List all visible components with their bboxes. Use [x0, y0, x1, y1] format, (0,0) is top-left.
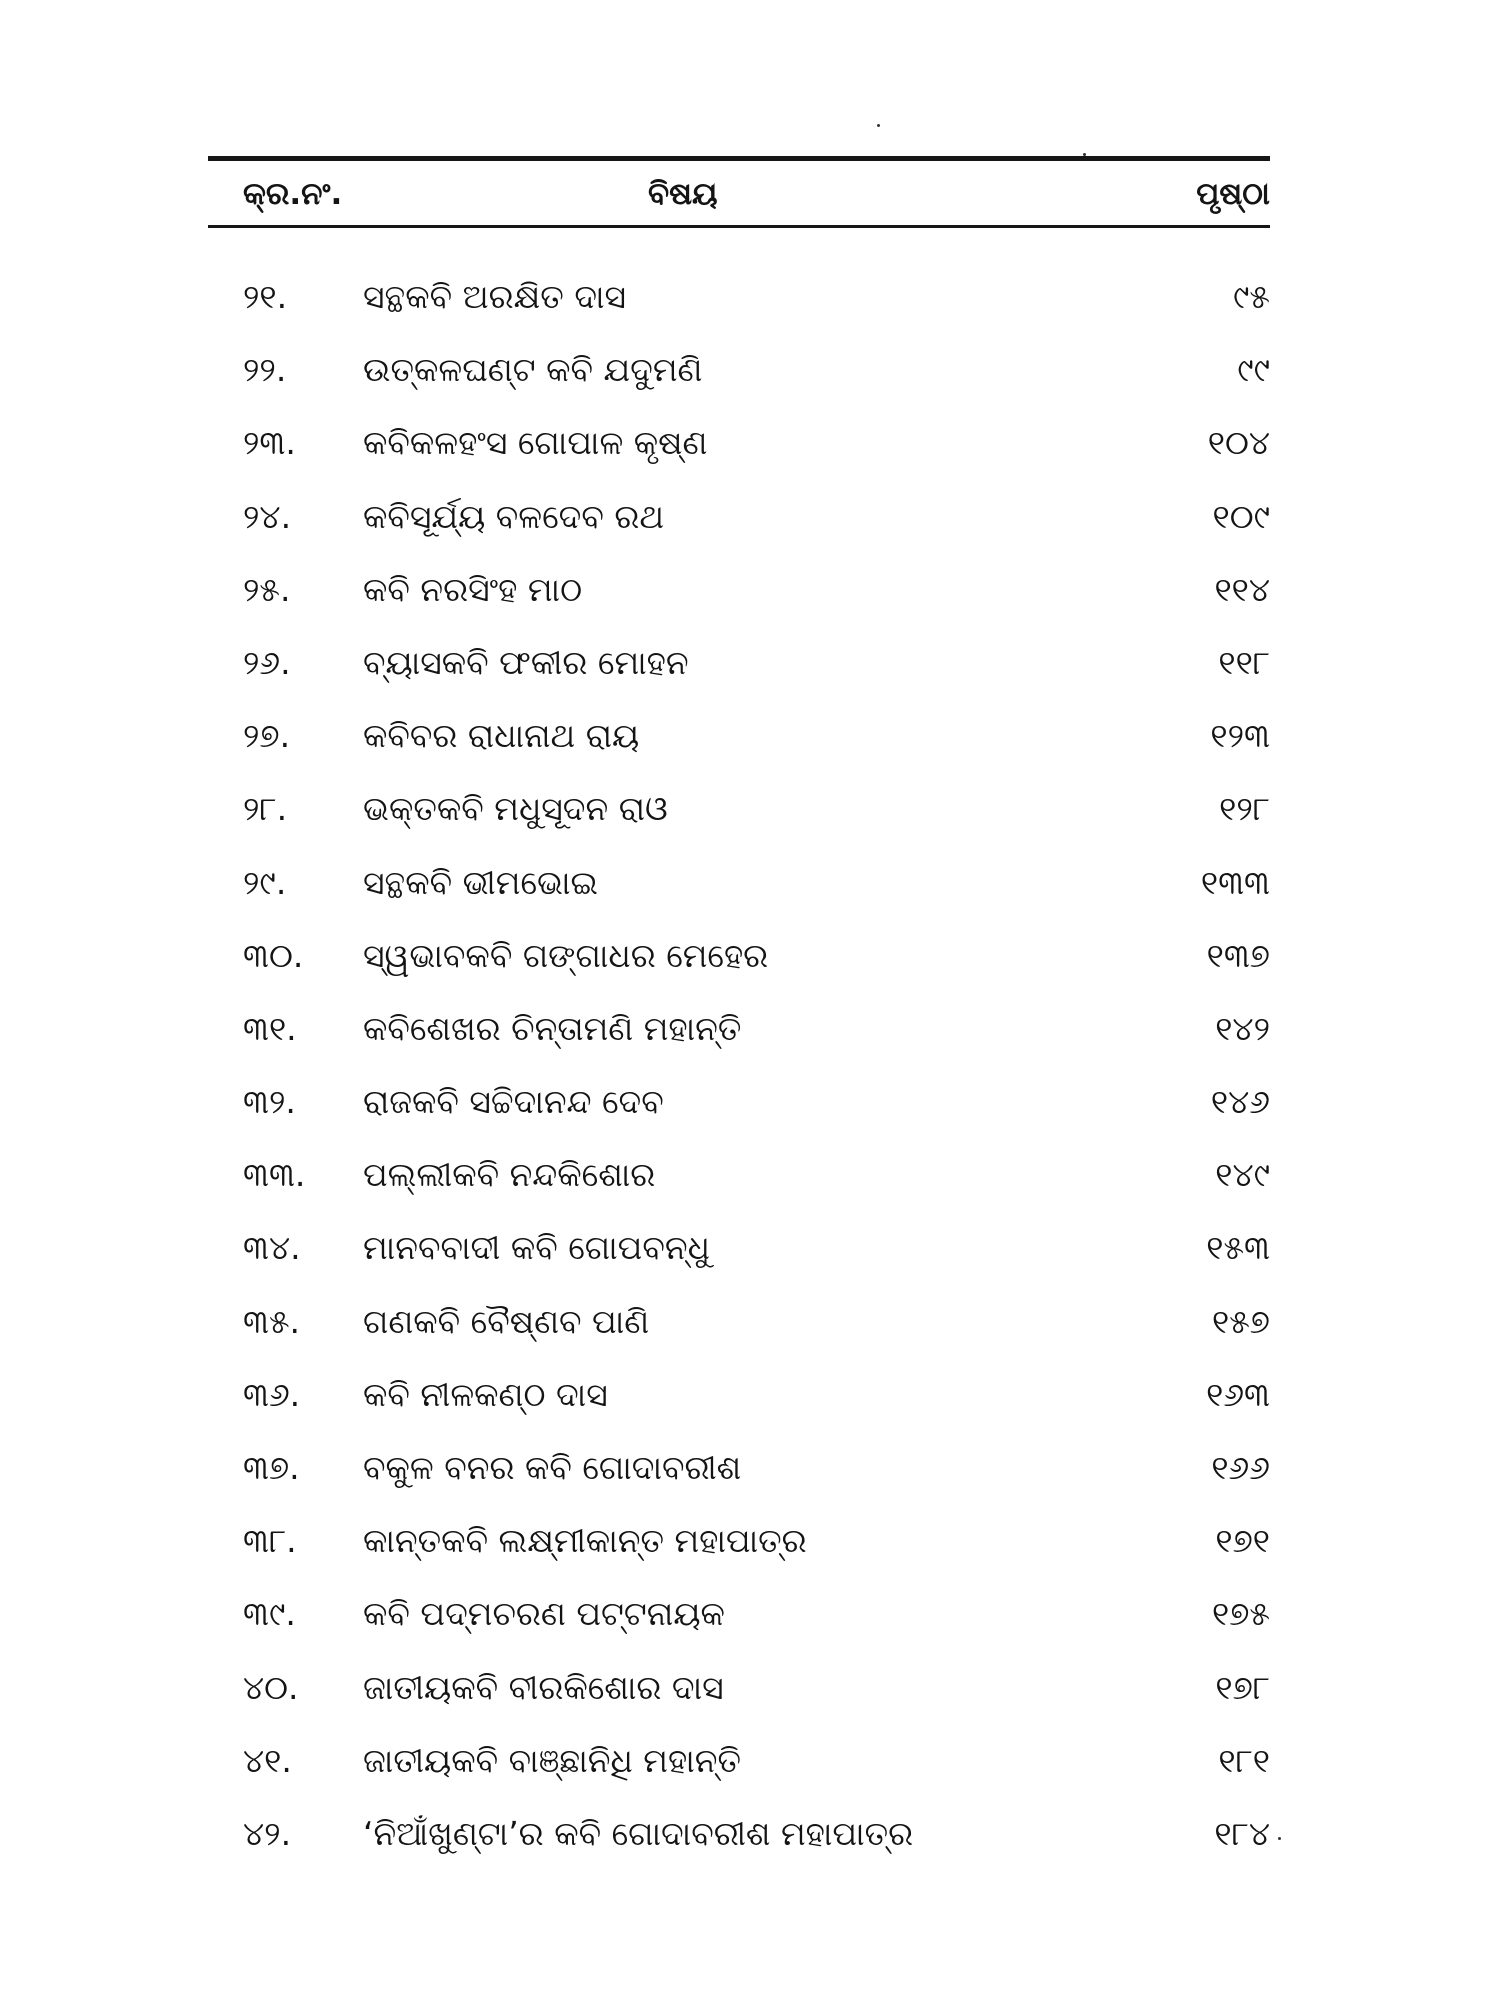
page-number: ୧୦୪ — [1207, 423, 1270, 463]
list-item — [208, 861, 1270, 934]
list-item — [208, 1592, 1270, 1665]
page-number-header: ପୃଷ୍ଠା — [1196, 176, 1270, 212]
entry-title: ଉତ୍କଳଘଣ୍ଟ କବି ଯଦୁମଣି — [363, 350, 703, 390]
page-number: ୧୬୩ — [1206, 1374, 1270, 1414]
page-number: ୧୪୬ — [1210, 1082, 1270, 1122]
serial-number: ୪୧. — [243, 1740, 292, 1780]
list-item — [208, 1446, 1270, 1519]
list-item — [208, 1226, 1270, 1299]
list-item — [208, 641, 1270, 714]
page-number: ୧୩୩ — [1200, 862, 1270, 902]
entry-title: ମାନବବାଦୀ କବି ଗୋପବନ୍ଧୁ — [363, 1228, 710, 1268]
serial-number: ୨୬. — [243, 642, 291, 682]
serial-number: ୪୨. — [243, 1813, 292, 1853]
serial-number: ୪୦. — [243, 1667, 299, 1707]
entry-title: କବିକଳହଂସ ଗୋପାଳ କୃଷ୍ଣ — [363, 423, 708, 463]
entry-title: କବିବର ରାଧାନାଥ ରାୟ — [363, 716, 640, 756]
list-item — [208, 714, 1270, 787]
serial-number: ୨୭. — [243, 716, 291, 756]
list-item — [208, 1812, 1270, 1885]
page-number: ୯୯ — [1237, 350, 1270, 390]
serial-number: ୩୧. — [243, 1008, 297, 1048]
list-item — [208, 1300, 1270, 1373]
list-item — [208, 1007, 1270, 1080]
serial-number: ୩୩. — [243, 1155, 306, 1195]
serial-number: ୨୨. — [243, 350, 287, 390]
serial-number: ୨୯. — [243, 862, 287, 902]
page-number: ୧୧୪ — [1214, 569, 1270, 609]
serial-number: ୨୩. — [243, 423, 296, 463]
serial-number: ୩୮. — [243, 1521, 297, 1561]
entry-title: କବିଶେଖର ଚିନ୍ତାମଣି ମହାନ୍ତି — [363, 1008, 742, 1048]
scan-speck — [877, 124, 880, 127]
list-item — [208, 348, 1270, 421]
serial-number: ୨୫. — [243, 569, 291, 609]
contents-list — [208, 275, 1270, 1885]
serial-number: ୩୯. — [243, 1594, 296, 1634]
entry-title: ସନ୍ଥକବି ଭୀମଭୋଇ — [363, 862, 598, 902]
entry-title: କାନ୍ତକବି ଲକ୍ଷ୍ମୀକାନ୍ତ ମହାପାତ୍ର — [363, 1521, 807, 1561]
page-number: ୧୪୯ — [1215, 1155, 1270, 1195]
page-number: ୧୩୭ — [1206, 935, 1270, 975]
list-item — [208, 1153, 1270, 1226]
subject-header: ବିଷୟ — [648, 176, 718, 212]
page-number: ୧୮୪ — [1214, 1813, 1270, 1853]
header-top-rule — [208, 156, 1270, 161]
list-item — [208, 275, 1270, 348]
scan-speck — [1083, 153, 1086, 156]
page-number: ୧୮୧ — [1218, 1740, 1270, 1780]
serial-number: ୩୬. — [243, 1374, 301, 1414]
serial-number: ୨୮. — [243, 789, 288, 829]
entry-title: କବି ପଦ୍ମଚରଣ ପଟ୍ଟନାୟକ — [363, 1594, 725, 1634]
entry-title: ଗଣକବି ବୈଷ୍ଣବ ପାଣି — [363, 1301, 650, 1341]
list-item — [208, 1739, 1270, 1812]
list-item — [208, 1519, 1270, 1592]
list-item — [208, 1373, 1270, 1446]
page-number: ୧୪୨ — [1215, 1008, 1270, 1048]
page-number: ୧୫୩ — [1206, 1228, 1270, 1268]
header-bottom-rule — [208, 225, 1270, 228]
entry-title: କବିସୂର୍ଯ୍ୟ ବଳଦେବ ରଥ — [363, 496, 665, 536]
list-item — [208, 421, 1270, 494]
table-header — [208, 170, 1270, 218]
entry-title: କବି ନରସିଂହ ମାଠ — [363, 569, 583, 609]
entry-title: ଜାତୀୟକବି ବାଞ୍ଛାନିଧି ମହାନ୍ତି — [363, 1740, 742, 1780]
page-number: ୧୭୧ — [1215, 1521, 1270, 1561]
entry-title: ଜାତୀୟକବି ବୀରକିଶୋର ଦାସ — [363, 1667, 724, 1707]
list-item — [208, 1666, 1270, 1739]
entry-title: ବ୍ୟାସକବି ଫକୀର ମୋହନ — [363, 642, 689, 682]
list-item — [208, 787, 1270, 860]
serial-number: ୩୨. — [243, 1082, 296, 1122]
list-item — [208, 495, 1270, 568]
serial-number: ୩୭. — [243, 1448, 300, 1487]
serial-number: ୨୧. — [243, 277, 288, 316]
page-number: ୧୭୮ — [1215, 1667, 1270, 1707]
entry-title: ବକୁଳ ବନର କବି ଗୋଦାବରୀଶ — [363, 1448, 742, 1487]
entry-title: ସ୍ୱଭାବକବି ଗଙ୍ଗାଧର ମେହେର — [363, 935, 769, 975]
page-number: ୧୧୮ — [1218, 642, 1270, 682]
entry-title: ‘ନିଆଁଖୁଣ୍ଟା’ର କବି ଗୋଦାବରୀଶ ମହାପାତ୍ର — [363, 1813, 914, 1853]
entry-title: କବି ନୀଳକଣ୍ଠ ଦାସ — [363, 1374, 608, 1414]
serial-number: ୨୪. — [243, 496, 292, 536]
serial-number: ୩୪. — [243, 1228, 301, 1268]
page-number: ୧୭୫ — [1212, 1594, 1270, 1634]
serial-number: ୩୦. — [243, 935, 304, 975]
page-number: ୧୦୯ — [1212, 496, 1270, 536]
page-number: ୧୨୩ — [1210, 716, 1270, 756]
page-number: ୯୫ — [1233, 277, 1270, 316]
page-number: ୧୨୮ — [1219, 789, 1270, 829]
page-number: ୧୫୭ — [1212, 1301, 1270, 1341]
list-item — [208, 934, 1270, 1007]
entry-title: ସନ୍ଥକବି ଅରକ୍ଷିତ ଦାସ — [363, 277, 627, 316]
page-number: ୧୬୬ — [1211, 1448, 1270, 1487]
list-item — [208, 1080, 1270, 1153]
entry-title: ପଲ୍ଲୀକବି ନନ୍ଦକିଶୋର — [363, 1155, 656, 1195]
entry-title: ଭକ୍ତକବି ମଧୁସୂଦନ ରାଓ — [363, 789, 668, 829]
serial-number-header: କ୍ର.ନଂ. — [243, 176, 343, 212]
serial-number: ୩୫. — [243, 1301, 301, 1341]
entry-title: ରାଜକବି ସଚ୍ଚିଦାନନ୍ଦ ଦେବ — [363, 1082, 664, 1122]
scan-speck — [1278, 1837, 1281, 1840]
list-item — [208, 568, 1270, 641]
